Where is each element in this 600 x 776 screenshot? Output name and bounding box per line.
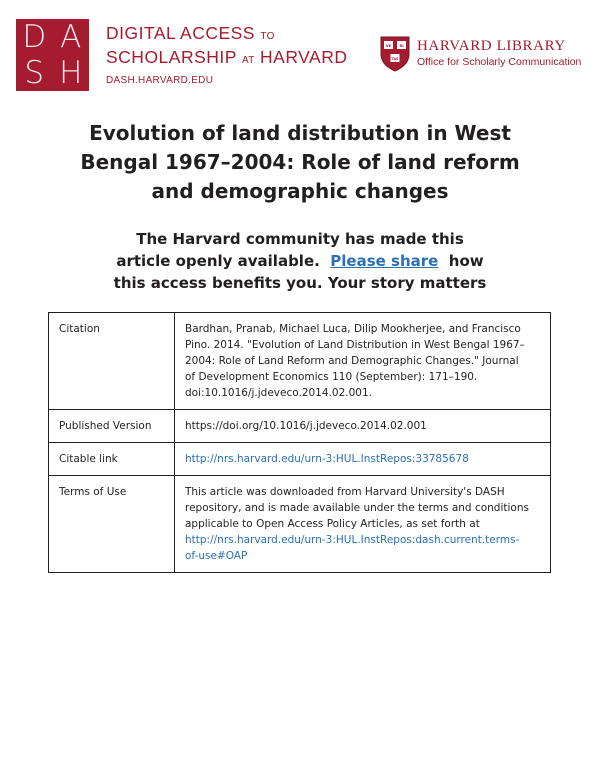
published-version-label: Published Version [49,410,175,443]
shield-book-text: RI [399,44,404,48]
community-line-2-pre: article openly available. [116,252,320,270]
shield-book-text: VE [385,44,392,48]
dash-logo-letter: S [24,54,45,91]
dash-line-2-main: SCHOLARSHIP [106,47,237,67]
dash-line-2-small: AT [242,55,255,66]
library-subtitle: Office for Scholarly Communication [417,56,582,68]
citable-link[interactable]: http://nrs.harvard.edu/urn-3:HUL.InstRepos:33785678 [185,453,469,465]
published-version-value: https://doi.org/10.1016/j.jdeveco.2014.02.001 [175,410,551,443]
terms-of-use-label: Terms of Use [49,476,175,573]
dash-logo-letter: A [60,18,82,55]
terms-text: This article was downloaded from Harvard University's DASH repository, and is made available under the terms and conditions applicable to Open Access Policy Articles, as set forth at [185,486,529,530]
community-line-2 [80,250,520,272]
community-line-1: The Harvard community has made this [136,230,464,248]
dash-logo-letter: D [22,18,47,55]
dash-line-1-main: DIGITAL ACCESS [106,23,255,43]
library-title: HARVARD LIBRARY [417,38,566,54]
table-row-citable [49,443,551,476]
dash-logo-letter: H [59,54,83,91]
table-row-citation [49,313,551,410]
terms-of-use-value [175,476,551,573]
table-row-published [49,410,551,443]
community-statement [80,228,520,294]
citation-value: Bardhan, Pranab, Michael Luca, Dilip Mookherjee, and Francisco Pino. 2014. "Evolution of Land Distribution in West Bengal 1967–2004: Role of Land Reform and Demographic Changes." Journal of Development Economics 110 (September): 171–190. doi:10.1016/j.jdeveco.2014.02.001. [175,313,551,410]
harvard-library-wordmark [417,38,581,69]
citation-label: Citation [49,313,175,410]
community-line-2-post: how [448,252,484,270]
citable-link-label: Citable link [49,443,175,476]
please-share-link[interactable]: Please share [330,252,439,270]
dash-logo [16,19,89,91]
dash-wordmark [106,23,348,86]
table-row-terms [49,476,551,573]
harvard-shield-icon [380,36,410,72]
dash-url[interactable]: DASH.HARVARD.EDU [106,75,214,86]
shield-book-text: TAS [391,57,399,61]
dash-line-2-end: HARVARD [260,47,348,67]
dash-line-1-small: TO [260,31,275,42]
dash-line-1 [106,23,348,47]
info-table [48,312,551,573]
terms-link[interactable]: http://nrs.harvard.edu/urn-3:HUL.InstRepos:dash.current.terms-of-use#OAP [185,534,520,562]
community-line-3: this access benefits you. Your story matters [113,274,487,292]
dash-line-2 [106,47,348,71]
document-title: Evolution of land distribution in West Bengal 1967–2004: Role of land reform and demographic changes [80,121,520,203]
